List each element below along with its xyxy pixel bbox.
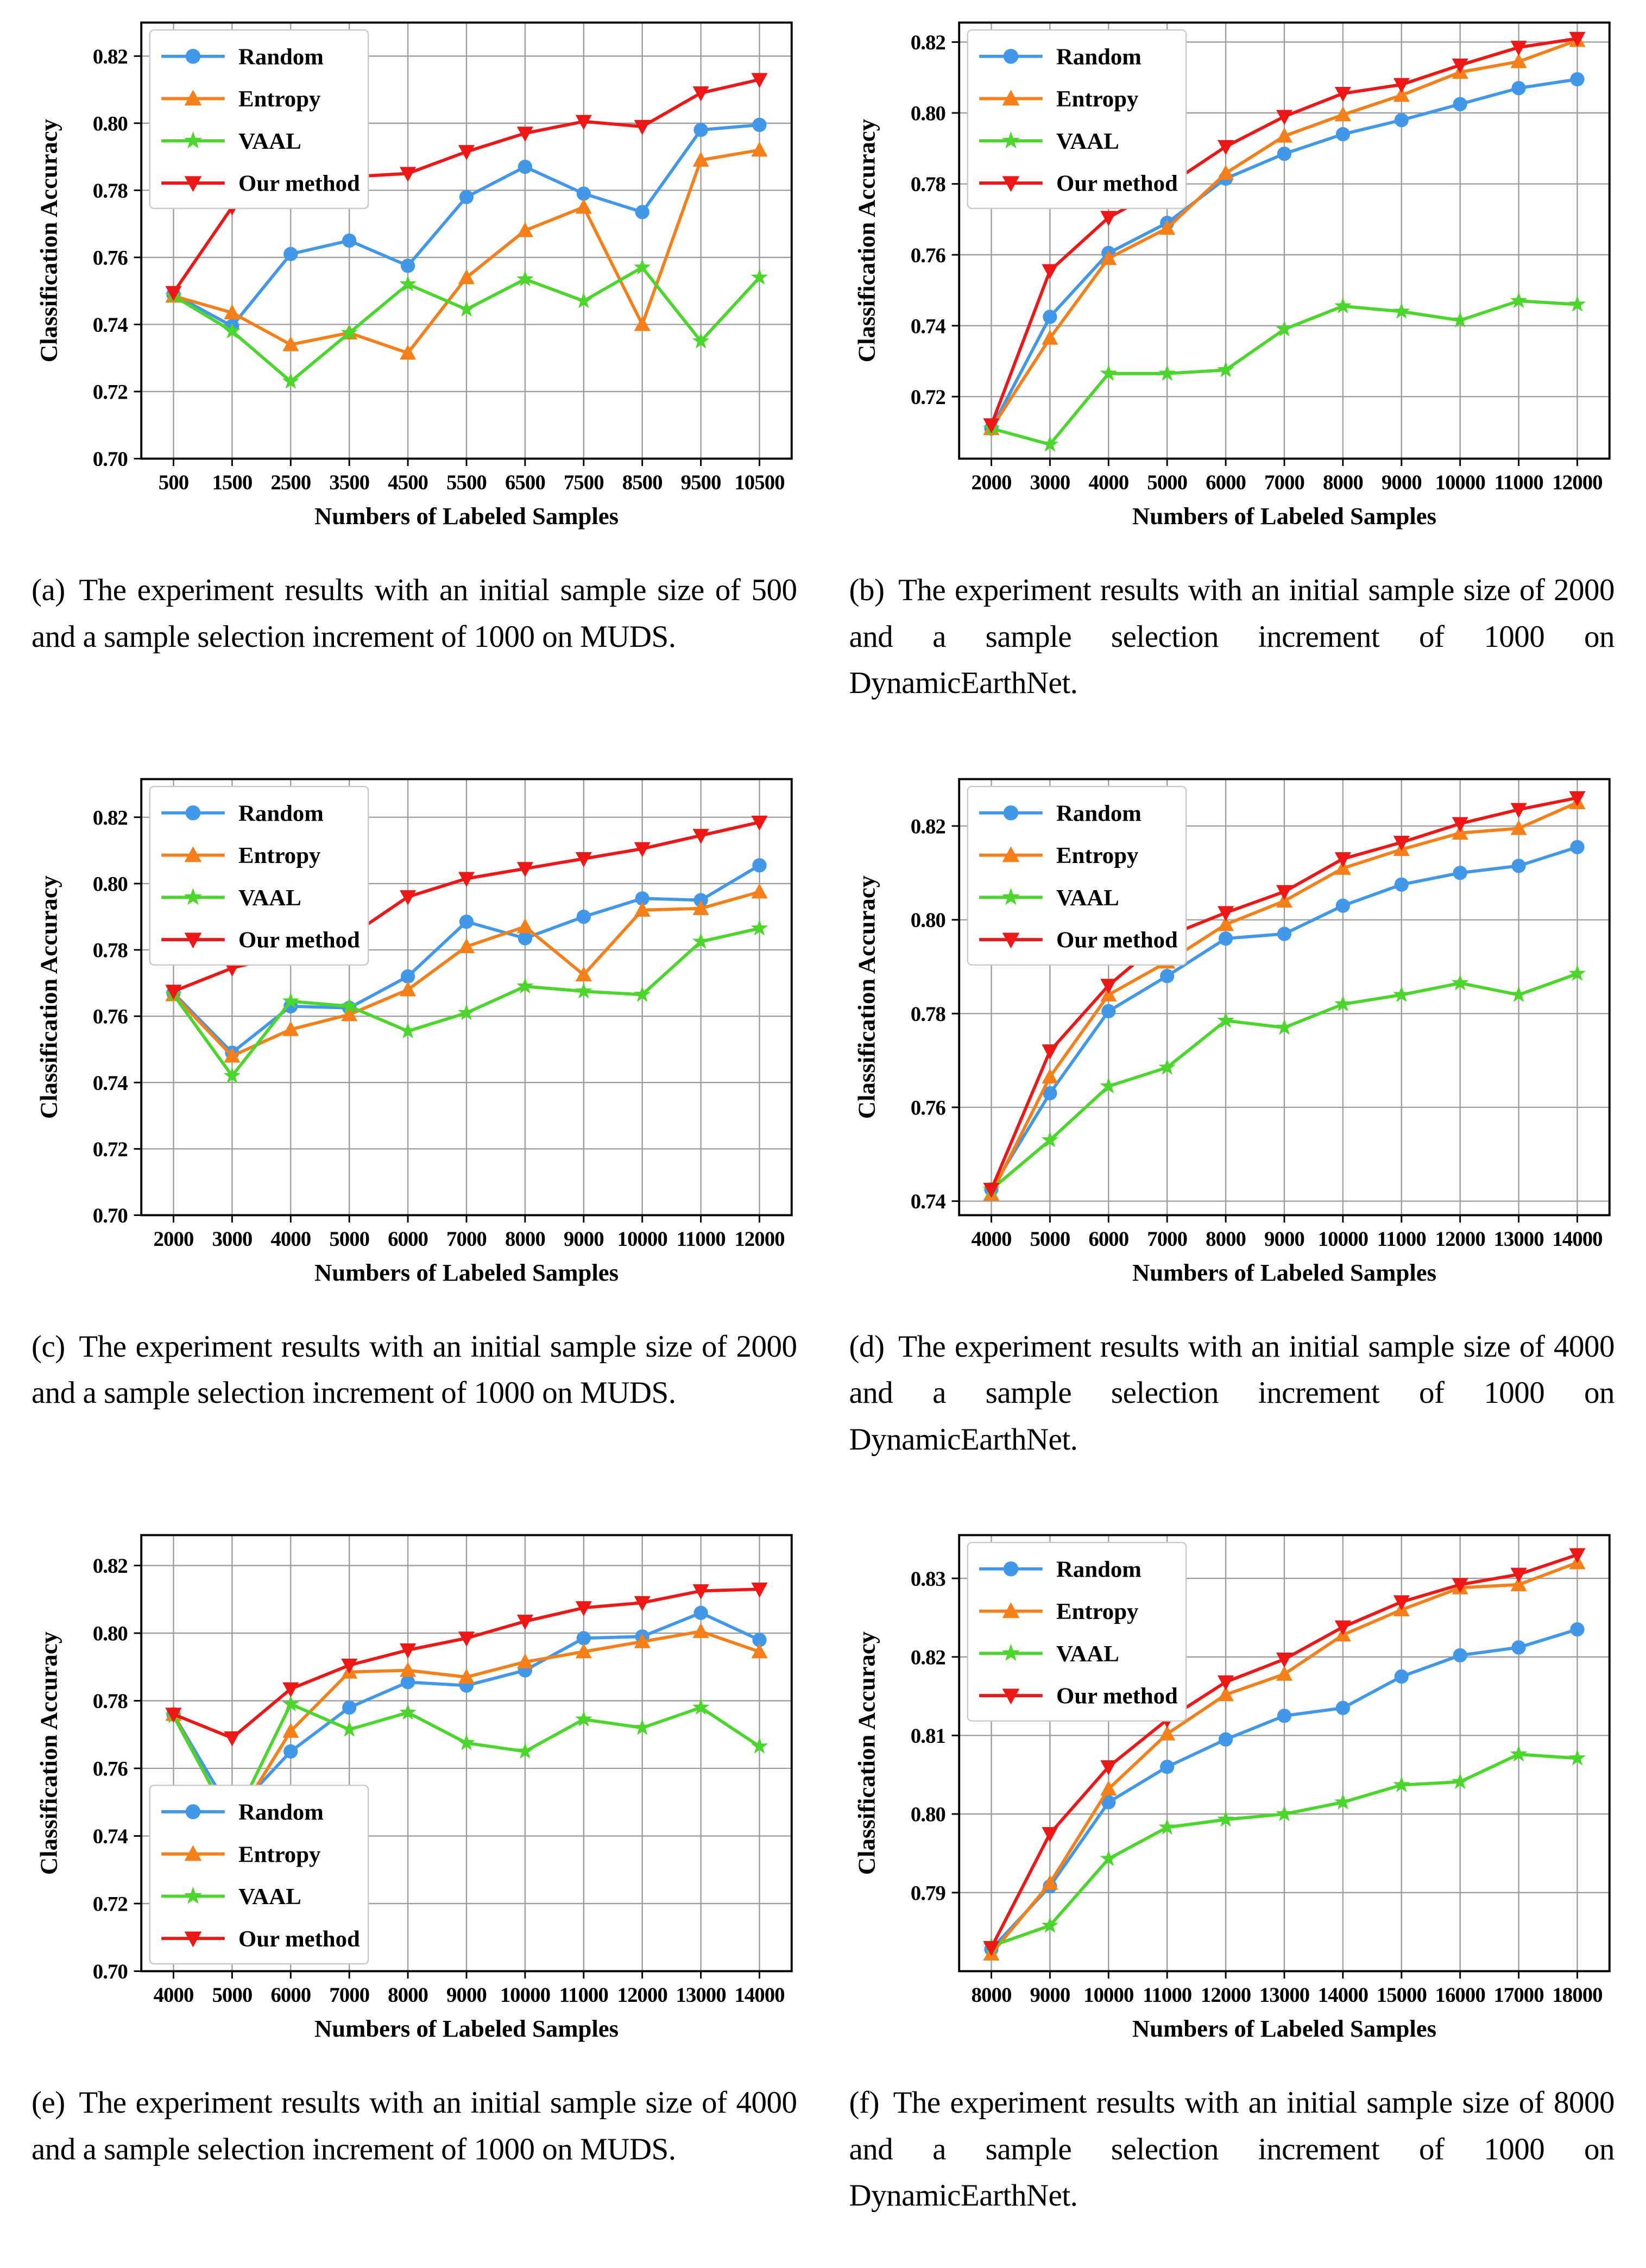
caption-d bbox=[849, 1324, 1615, 1463]
svg-text:Our method: Our method bbox=[238, 171, 360, 197]
svg-text:12000: 12000 bbox=[1552, 470, 1603, 494]
svg-text:10000: 10000 bbox=[617, 1227, 667, 1251]
svg-text:VAAL: VAAL bbox=[1056, 1641, 1119, 1667]
y-axis-title: Classification Accuracy bbox=[853, 118, 880, 363]
chart-d bbox=[849, 771, 1615, 1299]
y-tick-labels bbox=[910, 31, 945, 409]
svg-text:Our method: Our method bbox=[1056, 1683, 1178, 1709]
svg-text:17000: 17000 bbox=[1493, 1983, 1544, 2007]
x-axis-title: Numbers of Labeled Samples bbox=[1132, 502, 1436, 530]
svg-text:5000: 5000 bbox=[329, 1227, 370, 1251]
legend bbox=[150, 786, 368, 965]
svg-text:Entropy: Entropy bbox=[1056, 842, 1138, 868]
svg-text:Random: Random bbox=[238, 1799, 324, 1825]
svg-text:Our method: Our method bbox=[1056, 171, 1178, 197]
svg-text:8000: 8000 bbox=[388, 1983, 428, 2007]
svg-text:VAAL: VAAL bbox=[238, 1884, 301, 1910]
svg-text:0.74: 0.74 bbox=[92, 1071, 128, 1095]
x-tick-labels bbox=[154, 1227, 785, 1250]
svg-text:13000: 13000 bbox=[1493, 1227, 1544, 1251]
svg-text:4000: 4000 bbox=[270, 1227, 311, 1251]
svg-text:16000: 16000 bbox=[1435, 1983, 1485, 2007]
svg-text:0.78: 0.78 bbox=[910, 1002, 945, 1026]
panel-c bbox=[31, 771, 797, 1463]
svg-text:14000: 14000 bbox=[1317, 1983, 1368, 2007]
x-tick-labels bbox=[159, 471, 785, 494]
chart-f bbox=[849, 1527, 1615, 2055]
svg-text:4000: 4000 bbox=[153, 1983, 194, 2007]
svg-text:10000: 10000 bbox=[1083, 1983, 1133, 2007]
svg-text:6000: 6000 bbox=[270, 1983, 311, 2007]
svg-text:6000: 6000 bbox=[388, 1227, 428, 1251]
svg-text:10000: 10000 bbox=[1317, 1227, 1368, 1251]
svg-text:10000: 10000 bbox=[1435, 470, 1485, 494]
svg-text:11000: 11000 bbox=[1142, 1983, 1191, 2007]
svg-text:0.72: 0.72 bbox=[92, 1892, 128, 1916]
svg-text:5000: 5000 bbox=[212, 1983, 253, 2007]
svg-text:Entropy: Entropy bbox=[1056, 1599, 1138, 1625]
svg-text:11000: 11000 bbox=[559, 1983, 608, 2007]
svg-text:Random: Random bbox=[1056, 44, 1142, 70]
caption-e bbox=[31, 2080, 797, 2172]
svg-text:9000: 9000 bbox=[1029, 1983, 1070, 2007]
svg-text:0.82: 0.82 bbox=[910, 815, 945, 839]
caption-f-label: (f) bbox=[849, 2086, 879, 2120]
svg-text:8000: 8000 bbox=[971, 1983, 1011, 2007]
svg-text:9500: 9500 bbox=[680, 470, 721, 494]
svg-text:0.72: 0.72 bbox=[910, 385, 945, 409]
y-tick-labels bbox=[910, 1567, 945, 1905]
svg-text:8000: 8000 bbox=[1205, 1227, 1246, 1251]
svg-text:500: 500 bbox=[158, 470, 189, 494]
svg-text:6000: 6000 bbox=[1088, 1227, 1128, 1251]
chart-a bbox=[31, 14, 797, 542]
y-axis-title: Classification Accuracy bbox=[35, 1631, 62, 1875]
svg-text:0.82: 0.82 bbox=[910, 31, 945, 55]
svg-text:Our method: Our method bbox=[238, 927, 360, 953]
svg-text:Random: Random bbox=[1056, 1557, 1142, 1583]
svg-text:Our method: Our method bbox=[238, 1926, 360, 1952]
svg-text:0.82: 0.82 bbox=[92, 1554, 128, 1578]
legend bbox=[150, 30, 368, 209]
svg-text:12000: 12000 bbox=[1435, 1227, 1485, 1251]
y-tick-labels bbox=[910, 815, 945, 1213]
svg-text:VAAL: VAAL bbox=[1056, 128, 1119, 154]
svg-text:0.72: 0.72 bbox=[92, 380, 128, 404]
svg-text:14000: 14000 bbox=[1552, 1227, 1603, 1251]
svg-text:0.82: 0.82 bbox=[92, 805, 128, 829]
svg-text:11000: 11000 bbox=[1377, 1227, 1426, 1251]
svg-text:0.80: 0.80 bbox=[910, 1803, 945, 1826]
svg-text:VAAL: VAAL bbox=[238, 128, 301, 154]
svg-text:6000: 6000 bbox=[1205, 470, 1246, 494]
svg-text:0.80: 0.80 bbox=[910, 102, 945, 125]
svg-text:0.82: 0.82 bbox=[910, 1646, 945, 1670]
svg-text:4000: 4000 bbox=[1088, 470, 1128, 494]
caption-f bbox=[849, 2080, 1615, 2219]
svg-text:15000: 15000 bbox=[1376, 1983, 1427, 2007]
svg-text:8000: 8000 bbox=[504, 1227, 545, 1251]
svg-text:VAAL: VAAL bbox=[1056, 885, 1119, 911]
y-tick-labels bbox=[93, 1554, 128, 1983]
caption-b-text: The experiment results with an initial sample size of 2000 and a sample selection increment of 1000 on DynamicEarthNet. bbox=[849, 573, 1615, 701]
legend bbox=[150, 1785, 368, 1964]
svg-text:0.76: 0.76 bbox=[92, 246, 128, 270]
svg-text:9000: 9000 bbox=[563, 1227, 604, 1251]
legend bbox=[967, 1542, 1185, 1721]
caption-a-text: The experiment results with an initial sample size of 500 and a sample selection increment of 1000 on MUDS. bbox=[31, 573, 797, 654]
caption-c-text: The experiment results with an initial sample size of 2000 and a sample selection increment of 1000 on MUDS. bbox=[31, 1329, 797, 1410]
svg-text:10000: 10000 bbox=[500, 1983, 551, 2007]
svg-text:Entropy: Entropy bbox=[1056, 86, 1138, 112]
svg-text:5000: 5000 bbox=[1146, 470, 1187, 494]
svg-text:0.76: 0.76 bbox=[92, 1005, 128, 1029]
svg-text:2500: 2500 bbox=[270, 470, 311, 494]
svg-text:0.76: 0.76 bbox=[910, 1096, 945, 1120]
svg-text:0.74: 0.74 bbox=[92, 1825, 128, 1849]
svg-text:0.76: 0.76 bbox=[92, 1757, 128, 1781]
svg-text:3000: 3000 bbox=[1029, 470, 1070, 494]
svg-text:Random: Random bbox=[238, 800, 324, 826]
legend bbox=[967, 786, 1185, 965]
svg-text:Entropy: Entropy bbox=[238, 86, 321, 112]
caption-d-text: The experiment results with an initial sample size of 4000 and a sample selection increment of 1000 on DynamicEarthNet. bbox=[849, 1329, 1615, 1457]
svg-text:0.70: 0.70 bbox=[92, 448, 128, 471]
svg-text:Random: Random bbox=[238, 44, 324, 70]
panel-e bbox=[31, 1527, 797, 2219]
caption-c bbox=[31, 1324, 797, 1416]
x-axis-title: Numbers of Labeled Samples bbox=[314, 502, 619, 530]
svg-text:7000: 7000 bbox=[329, 1983, 370, 2007]
svg-text:0.79: 0.79 bbox=[910, 1881, 945, 1905]
caption-e-text: The experiment results with an initial sample size of 4000 and a sample selection increment of 1000 on MUDS. bbox=[31, 2086, 797, 2166]
svg-text:8000: 8000 bbox=[1322, 470, 1363, 494]
svg-text:Random: Random bbox=[1056, 800, 1142, 826]
svg-text:7000: 7000 bbox=[1146, 1227, 1187, 1251]
caption-a-label: (a) bbox=[31, 573, 65, 608]
svg-text:3000: 3000 bbox=[212, 1227, 253, 1251]
svg-text:3500: 3500 bbox=[329, 470, 370, 494]
y-axis-title: Classification Accuracy bbox=[853, 1631, 880, 1875]
chart-b bbox=[849, 14, 1615, 542]
x-tick-labels bbox=[971, 1227, 1602, 1250]
svg-text:18000: 18000 bbox=[1552, 1983, 1603, 2007]
svg-text:0.78: 0.78 bbox=[92, 938, 128, 962]
svg-text:0.74: 0.74 bbox=[910, 1189, 945, 1213]
svg-text:12000: 12000 bbox=[734, 1227, 785, 1251]
chart-e bbox=[31, 1527, 797, 2055]
svg-text:9000: 9000 bbox=[1264, 1227, 1304, 1251]
x-axis-title: Numbers of Labeled Samples bbox=[314, 1258, 619, 1286]
y-axis-title: Classification Accuracy bbox=[853, 875, 880, 1119]
chart-c bbox=[31, 771, 797, 1299]
x-tick-labels bbox=[971, 1983, 1602, 2007]
svg-text:0.81: 0.81 bbox=[910, 1724, 945, 1748]
svg-text:12000: 12000 bbox=[1200, 1983, 1251, 2007]
svg-text:5000: 5000 bbox=[1029, 1227, 1070, 1251]
svg-text:8500: 8500 bbox=[622, 470, 663, 494]
x-tick-labels bbox=[971, 471, 1602, 494]
svg-text:1500: 1500 bbox=[212, 470, 253, 494]
svg-text:7500: 7500 bbox=[563, 470, 604, 494]
svg-text:14000: 14000 bbox=[734, 1983, 785, 2007]
y-axis-title: Classification Accuracy bbox=[35, 875, 62, 1119]
svg-text:0.80: 0.80 bbox=[910, 908, 945, 932]
svg-text:4000: 4000 bbox=[971, 1227, 1011, 1251]
caption-d-label: (d) bbox=[849, 1329, 885, 1364]
caption-a bbox=[31, 567, 797, 660]
svg-text:0.80: 0.80 bbox=[92, 112, 128, 136]
svg-text:11000: 11000 bbox=[676, 1227, 726, 1251]
x-axis-title: Numbers of Labeled Samples bbox=[1132, 2015, 1436, 2043]
svg-text:2000: 2000 bbox=[971, 470, 1011, 494]
svg-text:0.74: 0.74 bbox=[910, 314, 945, 338]
legend bbox=[967, 30, 1185, 209]
caption-b bbox=[849, 567, 1615, 707]
svg-text:0.78: 0.78 bbox=[92, 1690, 128, 1713]
caption-f-text: The experiment results with an initial sample size of 8000 and a sample selection increment of 1000 on DynamicEarthNet. bbox=[849, 2086, 1615, 2213]
svg-text:Entropy: Entropy bbox=[238, 842, 321, 868]
svg-text:9000: 9000 bbox=[1381, 470, 1422, 494]
panel-b bbox=[849, 14, 1615, 707]
x-axis-title: Numbers of Labeled Samples bbox=[1132, 1258, 1436, 1286]
svg-text:0.78: 0.78 bbox=[910, 173, 945, 197]
svg-text:11000: 11000 bbox=[1493, 470, 1543, 494]
svg-text:0.82: 0.82 bbox=[92, 45, 128, 68]
caption-c-label: (c) bbox=[31, 1329, 65, 1364]
y-axis-title: Classification Accuracy bbox=[35, 118, 62, 363]
svg-text:10500: 10500 bbox=[734, 470, 785, 494]
svg-text:12000: 12000 bbox=[617, 1983, 667, 2007]
panel-f bbox=[849, 1527, 1615, 2219]
svg-text:0.74: 0.74 bbox=[92, 313, 128, 337]
caption-e-label: (e) bbox=[31, 2086, 65, 2120]
y-tick-labels bbox=[93, 806, 128, 1227]
svg-text:0.78: 0.78 bbox=[92, 179, 128, 203]
svg-text:7000: 7000 bbox=[1264, 470, 1304, 494]
svg-text:0.80: 0.80 bbox=[92, 1622, 128, 1646]
panel-a bbox=[31, 14, 797, 707]
svg-text:0.70: 0.70 bbox=[92, 1960, 128, 1984]
x-tick-labels bbox=[154, 1983, 785, 2007]
svg-text:9000: 9000 bbox=[446, 1983, 487, 2007]
y-tick-labels bbox=[93, 45, 128, 471]
svg-text:0.83: 0.83 bbox=[910, 1567, 945, 1591]
svg-text:13000: 13000 bbox=[676, 1983, 726, 2007]
svg-text:13000: 13000 bbox=[1259, 1983, 1309, 2007]
caption-b-label: (b) bbox=[849, 573, 885, 608]
svg-text:0.76: 0.76 bbox=[910, 243, 945, 267]
svg-text:2000: 2000 bbox=[153, 1227, 194, 1251]
svg-text:5500: 5500 bbox=[446, 470, 487, 494]
svg-text:Our method: Our method bbox=[1056, 927, 1178, 953]
svg-text:0.80: 0.80 bbox=[92, 872, 128, 896]
svg-text:7000: 7000 bbox=[446, 1227, 487, 1251]
svg-text:6500: 6500 bbox=[504, 470, 545, 494]
svg-text:4500: 4500 bbox=[388, 470, 428, 494]
svg-text:0.72: 0.72 bbox=[92, 1137, 128, 1161]
x-axis-title: Numbers of Labeled Samples bbox=[314, 2015, 619, 2043]
svg-text:Entropy: Entropy bbox=[238, 1842, 321, 1868]
svg-text:0.70: 0.70 bbox=[92, 1204, 128, 1227]
svg-text:VAAL: VAAL bbox=[238, 885, 301, 911]
panel-d bbox=[849, 771, 1615, 1463]
